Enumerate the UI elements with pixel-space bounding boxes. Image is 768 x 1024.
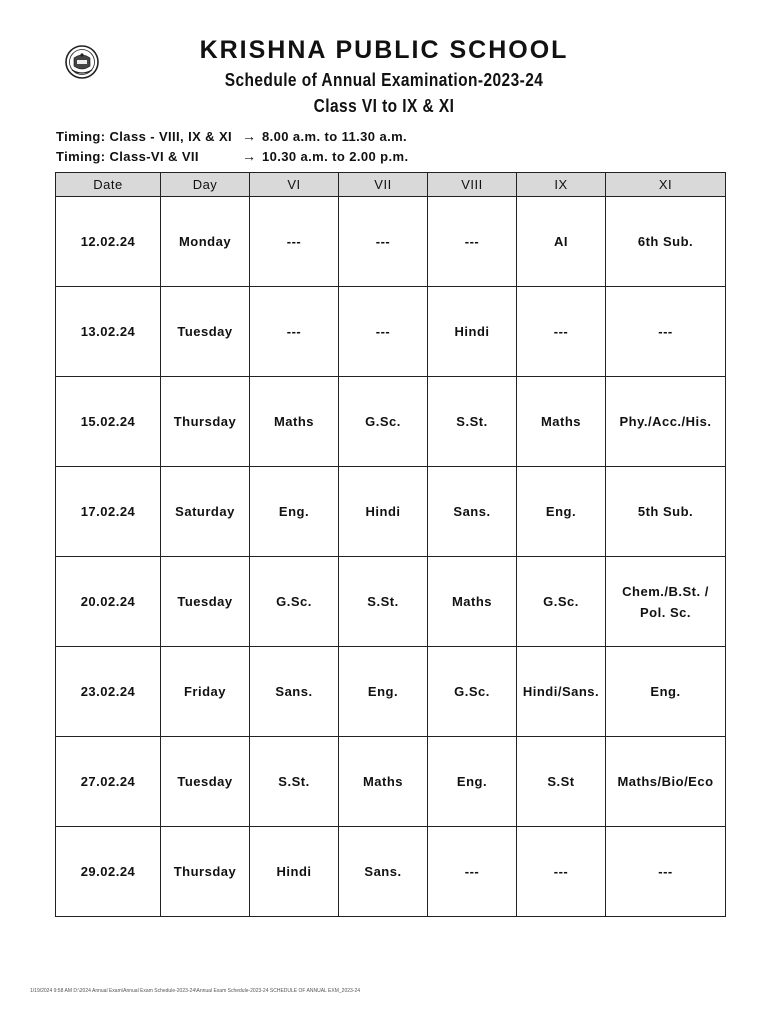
- table-cell: Sans.: [339, 827, 428, 917]
- table-cell: ---: [339, 287, 428, 377]
- table-cell: 6th Sub.: [606, 197, 726, 287]
- column-header: VII: [339, 173, 428, 197]
- table-cell: 15.02.24: [56, 377, 161, 467]
- table-cell: G.Sc.: [339, 377, 428, 467]
- table-cell: G.Sc.: [250, 557, 339, 647]
- table-cell: Eng.: [250, 467, 339, 557]
- table-cell: S.St.: [250, 737, 339, 827]
- table-cell: Chem./B.St. / Pol. Sc.: [606, 557, 726, 647]
- table-cell: ---: [517, 287, 606, 377]
- table-row: [56, 647, 726, 737]
- column-header: IX: [517, 173, 606, 197]
- table-cell: S.St: [517, 737, 606, 827]
- table-cell: 20.02.24: [56, 557, 161, 647]
- timing-label: Timing: Class - VIII, IX & XI: [56, 128, 233, 144]
- table-cell: Sans.: [250, 647, 339, 737]
- timing-row-senior: [56, 128, 407, 144]
- table-cell: Friday: [161, 647, 250, 737]
- school-name: KRISHNA PUBLIC SCHOOL: [199, 36, 569, 64]
- table-cell: 23.02.24: [56, 647, 161, 737]
- table-cell: Eng.: [517, 467, 606, 557]
- table-row: [56, 557, 726, 647]
- table-cell: S.St.: [339, 557, 428, 647]
- table-cell: G.Sc.: [517, 557, 606, 647]
- table-cell: Hindi: [250, 827, 339, 917]
- table-cell: Tuesday: [161, 557, 250, 647]
- timing-value: 8.00 a.m. to 11.30 a.m.: [262, 128, 408, 144]
- column-header: Date: [56, 173, 161, 197]
- table-cell: Tuesday: [161, 737, 250, 827]
- table-cell: ---: [606, 287, 726, 377]
- timing-label: Timing: Class-VI & VII: [56, 148, 199, 164]
- table-cell: Eng.: [339, 647, 428, 737]
- table-row: [56, 467, 726, 557]
- table-row: [56, 287, 726, 377]
- table-cell: Maths: [339, 737, 428, 827]
- table-cell: Sans.: [428, 467, 517, 557]
- table-cell: Tuesday: [161, 287, 250, 377]
- timing-value: 10.30 a.m. to 2.00 p.m.: [262, 148, 409, 164]
- table-cell: Eng.: [606, 647, 726, 737]
- table-cell: 13.02.24: [56, 287, 161, 377]
- table-cell: Monday: [161, 197, 250, 287]
- arrow-right-icon: →: [242, 148, 257, 164]
- arrow-right-icon: →: [242, 128, 257, 144]
- class-range: Class VI to IX & XI: [313, 96, 455, 116]
- table-cell: Saturday: [161, 467, 250, 557]
- table-row: [56, 377, 726, 467]
- table-cell: AI: [517, 197, 606, 287]
- table-cell: 29.02.24: [56, 827, 161, 917]
- table-row: [56, 197, 726, 287]
- column-header: Day: [161, 173, 250, 197]
- table-cell: ---: [250, 287, 339, 377]
- table-cell: Maths: [428, 557, 517, 647]
- table-cell: ---: [517, 827, 606, 917]
- table-row: [56, 737, 726, 827]
- table-header-row: [56, 173, 726, 197]
- table-cell: Thursday: [161, 827, 250, 917]
- column-header: XI: [606, 173, 726, 197]
- table-cell: Maths/Bio/Eco: [606, 737, 726, 827]
- table-cell: S.St.: [428, 377, 517, 467]
- table-cell: ---: [428, 197, 517, 287]
- table-row: [56, 827, 726, 917]
- column-header: VI: [250, 173, 339, 197]
- table-cell: ---: [428, 827, 517, 917]
- timing-row-junior: [56, 148, 409, 164]
- column-header: VIII: [428, 173, 517, 197]
- table-cell: 5th Sub.: [606, 467, 726, 557]
- table-cell: Thursday: [161, 377, 250, 467]
- table-cell: Maths: [250, 377, 339, 467]
- exam-schedule-table: [55, 172, 726, 917]
- table-cell: Phy./Acc./His.: [606, 377, 726, 467]
- table-cell: ---: [339, 197, 428, 287]
- table-cell: ---: [250, 197, 339, 287]
- exam-title: Schedule of Annual Examination-2023-24: [224, 70, 544, 90]
- table-cell: Maths: [517, 377, 606, 467]
- table-cell: ---: [606, 827, 726, 917]
- table-cell: G.Sc.: [428, 647, 517, 737]
- footer-file-path: 1/19/2024 9:58 AM D:\2024 Annual Exam\Annual Exam Schedule-2023-24\Annual Exam Schedule-2023-24 SCHEDULE OF ANNUAL EXM_2023-24: [30, 988, 361, 994]
- table-cell: 12.02.24: [56, 197, 161, 287]
- table-cell: Eng.: [428, 737, 517, 827]
- table-cell: 17.02.24: [56, 467, 161, 557]
- table-cell: Hindi: [428, 287, 517, 377]
- table-cell: 27.02.24: [56, 737, 161, 827]
- table-cell: Hindi: [339, 467, 428, 557]
- table-cell: Hindi/Sans.: [517, 647, 606, 737]
